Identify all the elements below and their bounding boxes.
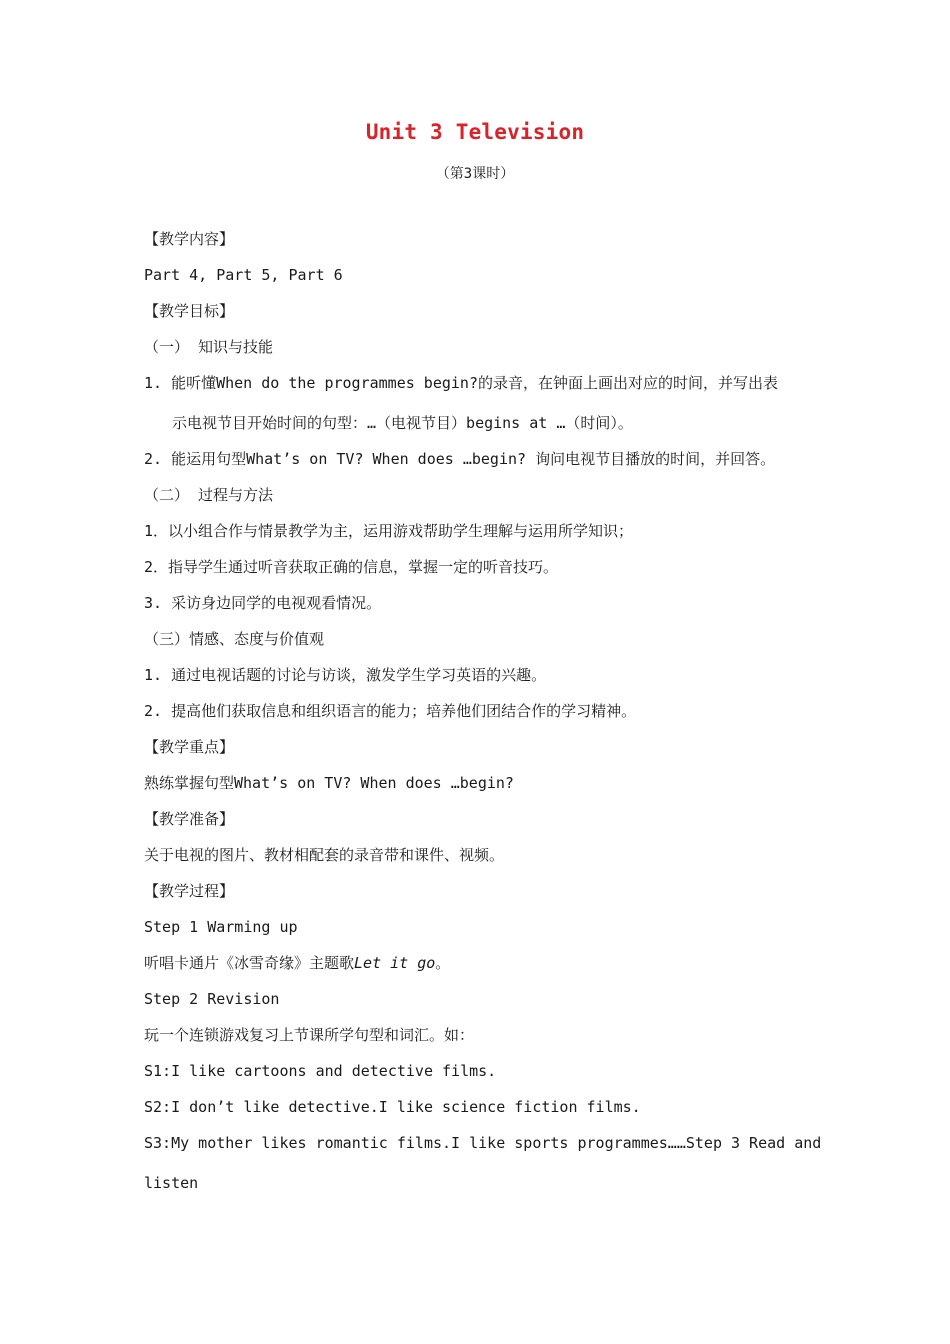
step-1-heading: Step 1 Warming up [144, 918, 298, 936]
dialogue-s3-cont: listen [144, 1174, 199, 1192]
goal-emotion-item-2: 2. 提高他们获取信息和组织语言的能力；培养他们团结合作的学习精神。 [144, 702, 637, 720]
goal-knowledge-item-1: 1. 能听懂When do the programmes begin?的录音，在钟面上画出对应的时间，并写出表 [144, 374, 778, 392]
goal-process-item-1: 1．以小组合作与情景教学为主，运用游戏帮助学生理解与运用所学知识； [144, 522, 634, 540]
section-heading-prep: 【教学准备】 [144, 810, 235, 828]
goal-knowledge-heading: （一） 知识与技能 [144, 338, 274, 356]
lesson-number: （第3课时） [435, 166, 515, 182]
step-2-heading: Step 2 Revision [144, 990, 280, 1008]
dialogue-s1: S1:I like cartoons and detective films. [144, 1062, 497, 1080]
goal-emotion-item-1: 1. 通过电视话题的讨论与访谈，激发学生学习英语的兴趣。 [144, 666, 547, 684]
step-1-text-a: 听唱卡通片《冰雪奇缘》主题歌 [144, 954, 355, 972]
content-text: Part 4, Part 5, Part 6 [144, 266, 343, 284]
goal-process-item-3: 3. 采访身边同学的电视观看情况。 [144, 594, 382, 612]
goal-knowledge-item-2: 2. 能运用句型What’s on TV? When does …begin? 询问电视节目播放的时间，并回答。 [144, 450, 776, 468]
goal-emotion-heading: （三）情感、态度与价值观 [144, 630, 325, 648]
section-heading-content: 【教学内容】 [144, 230, 235, 248]
dialogue-s3: S3:My mother likes romantic films.I like sports programmes……Step 3 Read and [144, 1134, 822, 1152]
goal-process-heading: （二） 过程与方法 [144, 486, 274, 504]
section-heading-key: 【教学重点】 [144, 738, 235, 756]
goal-process-item-2: 2．指导学生通过听音获取正确的信息，掌握一定的听音技巧。 [144, 558, 559, 576]
step-1-text [144, 953, 812, 973]
document-body [144, 229, 822, 1209]
step-1-text-b: 。 [435, 954, 451, 972]
key-text: 熟练掌握句型What’s on TV? When does …begin? [144, 774, 514, 792]
document-title: Unit 3 Television [365, 120, 585, 144]
step-2-text: 玩一个连锁游戏复习上节课所学句型和词汇。如： [144, 1026, 475, 1044]
section-heading-process: 【教学过程】 [144, 882, 235, 900]
song-title: Let it go [354, 954, 436, 972]
goal-knowledge-item-1-cont: 示电视节目开始时间的句型：…（电视节目）begins at …（时间）。 [172, 414, 633, 432]
section-heading-goals: 【教学目标】 [144, 302, 235, 320]
prep-text: 关于电视的图片、教材相配套的录音带和课件、视频。 [144, 846, 505, 864]
dialogue-s2: S2:I don’t like detective.I like science fiction films. [144, 1098, 641, 1116]
